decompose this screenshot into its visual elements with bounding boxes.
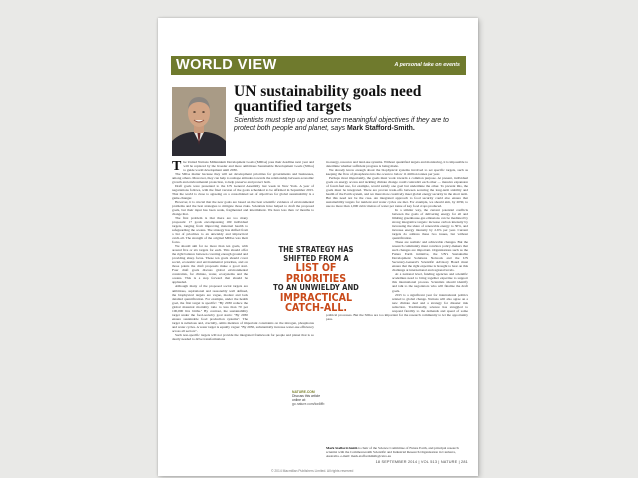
article-deck [234,117,469,133]
pull-quote-accent: PRIORITIES [285,272,347,285]
bio-name: Mark Stafford-Smith [326,446,358,450]
nature-com-box [292,390,324,406]
pull-quote [266,246,366,314]
paragraph: Draft goals were presented to the UN General Assembly last week in New York. A year of negotiations follows, with the final version of the goals scheduled to be affirmed in September 2015. That the world is close to agreeing on a consolidated set of objectives for global sustainability is a game-changer. [172,184,314,201]
drop-cap: T [172,159,182,174]
article-headline: UN sustainability goals need quantified targets [234,83,422,115]
paragraph: We already know enough about the biophysical systems involved to set specific targets, such as keeping the flow of phosphorus into the ocean to below 11 million tonnes per year. [326,168,468,177]
deck-text: Scientists must step up and secure meaningful objectives if they are to protect both people and planet, says [234,117,449,132]
page-footer-issue: 18 SEPTEMBER 2014 | VOL 513 | NATURE | 281 [375,460,468,464]
author-portrait-image [172,87,226,156]
section-subtitle: A personal take on events [394,62,460,68]
paragraph: 2015 is a significant year for international politics related to global change. Nations will also agree on a new climate deal and a strategy for disaster risk reduction. Traditionally, science has struggled to respond flexibly to the demands and speed of some political processes. But the SDGs are too important for the research community to let the opportunity pass. [326,292,468,321]
paragraph: The first problem is that there are too many proposals: 17 goals encompassing 169 individual targets, ranging from improving maternal health to safeguarding the oceans. The strategy has shifted from a list of priorities to an unwieldy and impractical catch-all. The strength of the original MDGs was their focus. [172,216,248,245]
paragraph: These are realistic and achievable changes. But the research community must convince policy-makers that such changes are important. Organizations such as the Future Earth initiative, the UN's Sustainable Development Solutions Network and the UN Secretary-General's Scientific Advisory Board must ensure that the right expertise is brought to bear on this challenge at international and regional levels. [392,240,468,273]
pull-quote-line: SHIFTED FROM A [283,253,349,263]
pull-quote-line: TO AN UNWIELDY AND [273,283,359,292]
section-title: WORLD VIEW [176,57,277,73]
pull-quote-accent: CATCH-ALL. [284,302,348,314]
author-photo [172,87,226,156]
nature-com-label: NATURE.COM [292,390,315,394]
paragraph: In a similar way, the current potential conflicts between the goals of delivering energy for all and limiting greenhouse-gas emissions can be mediated by strong integrative targets: increase carbon intensity by increasing the share of renewable energy to 30%, and increase energy intensity by 2.6% per year. Current targets do address these two issues, but without quantification. [392,208,468,241]
paragraph: Although many of the proposed social targets are ambitious, aspirational and reasonably well defined, the biophysical targets are vague, modest and lack detailed quantification. For example, under the health goal, the first target is specific: "By 2030 reduce the global maternal mortality ratio to less than 70 per 100,000 live births." By contrast, the sustainability target under the food-security goal starts: "By 2030 ensure sustainable food production systems". The target is nebulous and, crucially, omits mention of important constraints on the nitrogen, phosphorus and water cycles. A water target is equally vague: "By 2030, substantially increase water-use efficiency across all sectors". [172,284,314,333]
world-view-banner [171,56,466,75]
paragraph: in energy, resource and land-use systems. Without quantified targets and monitoring, it is impossible to determine whether sufficient progress is being made. [326,160,468,169]
deck-author: Mark Stafford-Smith. [347,125,415,132]
discussion-link[interactable]: go.nature.com/kw6ffb [292,402,325,406]
paragraph: However, it is crucial that the new goals are based on the best scientific evidence of environmental problems and the best strategies to mitigate those risks. Scientists have helped to draft the proposed goals, but their input has been weak, fragmented and intermittent. We have less than 12 months to change that. [172,200,314,217]
paragraph: Perhaps most importantly, the goals must work towards a common purpose. At present, individual goals on energy access and tackling climate change could contradict each other — massive expansion of fossil-fuel use, for example, would satisfy one goal but undermine the other. To prevent this, the goals must be integrated. There are proven trade-offs between securing the long-term stability and health of the Earth system, and we must more creatively meet global energy security in the short term. But this need not be the case. An integrated approach to food security could also ensure that sustainability targets for nutrient and water cycles are met. For example, we should aim, by 2030, to use no more than 1,000 cubic metres of water per tonne of key food crops produced. [326,176,468,209]
paragraph: We should aim for no more than ten goals, with around five or six targets for each. This should offer the right balance between covering enough ground and providing sharp focus. These ten goals should cover social, economic and environmental priorities, and on those points the draft proposals make a good start. Four draft goals discuss global environmental constraints, for climate, water, ecosystems and the oceans. This is a step forward that should be applauded. [172,244,248,285]
paragraph: At a national level, funding agencies and scientific academies need to bring together expertise to support this international process. Scientists should identify and talk to the negotiators who will finalize the draft goals. [392,272,468,293]
pull-quote-line: THE STRATEGY HAS [278,245,354,254]
pull-quote-accent: LIST OF [295,262,337,274]
author-bio [326,446,468,458]
paragraph: Such non-specific targets will not provide the integrated framework for people and planet that is so dearly needed to drive transformations [172,332,314,341]
nature-com-text: online at: [292,398,306,402]
nature-com-text: Discuss this article [292,394,321,398]
paragraph: The SDGs matter because they will set development priorities for governments and businesses, among others. Moreover, they can help to reshape attitudes towards the relationship between economic growth and environmental protection, to help preserve and protect both. [172,172,314,185]
bio-text: is chair of the Science Committee of Future Earth, and principal research scientist with the Commonwealth Scientific and Industrial Research Organisation in Canberra, Australia. e-mail: mark.staffordsmith@csiro.au [326,446,459,458]
paragraph: he United Nations Millennium Development Goals (MDGs) pass their deadline next year and will be replaced by the broader and more ambitious Sustainable Development Goals (SDGs) to guide world development until 2030. [183,160,314,173]
page-footer-copyright: © 2014 Macmillan Publishers Limited. All rights reserved [271,469,354,473]
pull-quote-accent: IMPRACTICAL [279,291,353,304]
magazine-page [158,18,478,476]
